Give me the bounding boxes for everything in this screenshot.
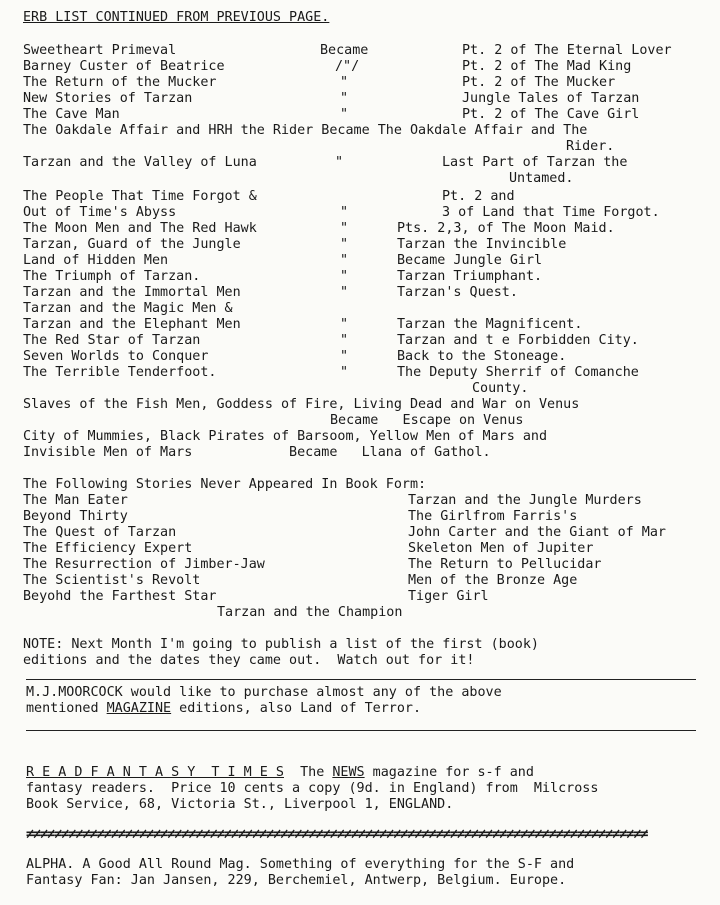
became-marker: "	[340, 333, 349, 348]
never-right-item: The Return to Pellucidar	[408, 557, 602, 572]
became-marker: "	[340, 365, 349, 380]
became-marker: Became	[320, 43, 369, 58]
moorcock-text: mentioned	[26, 701, 107, 716]
list-row	[0, 285, 720, 301]
became-marker: "	[340, 285, 349, 300]
book-title: Last Part of Tarzan the	[442, 155, 628, 170]
became-marker: "	[340, 91, 349, 106]
alpha-line-1: ALPHA. A Good All Round Mag. Something of everything for the S-F and	[26, 857, 575, 872]
news-underlined: NEWS	[332, 765, 365, 780]
book-title: Pts. 2,3, of The Moon Maid.	[397, 221, 615, 236]
book-title: Pt. 2 and	[442, 189, 515, 204]
list-row	[0, 365, 720, 381]
magazine-title: New Stories of Tarzan	[23, 91, 193, 106]
magazine-title: Land of Hidden Men	[23, 253, 169, 268]
magazine-title: Sweetheart Primeval	[23, 43, 177, 58]
page-heading: ERB LIST CONTINUED FROM PREVIOUS PAGE.	[23, 10, 330, 25]
never-right-item: Men of the Bronze Age	[408, 573, 578, 588]
oakdale-line-2: Rider.	[566, 139, 615, 154]
list-row	[0, 43, 720, 59]
typed-divider: ≠≠≠≠≠≠≠≠≠≠≠≠≠≠≠≠≠≠≠≠≠≠≠≠≠≠≠≠≠≠≠≠≠≠≠≠≠≠≠≠≠≠≠≠≠≠≠≠≠≠≠≠≠≠≠≠≠≠≠≠≠≠≠≠≠≠≠≠≠≠≠≠≠≠≠≠≠≠≠≠≠≠≠≠≠≠≠≠	[26, 827, 648, 842]
became-marker: "	[340, 317, 349, 332]
list-row	[0, 317, 720, 333]
never-left-item: Beyond Thirty	[23, 509, 128, 524]
county-continuation: County.	[472, 381, 529, 396]
readfantasy-text: magazine for s-f and	[364, 765, 534, 780]
list-row	[0, 91, 720, 107]
magazine-title: The Terrible Tenderfoot.	[23, 365, 217, 380]
list-row	[0, 333, 720, 349]
slaves-line-3: City of Mummies, Black Pirates of Barsoom, Yellow Men of Mars and	[23, 429, 548, 444]
never-left-item: Beyohd the Farthest Star	[23, 589, 217, 604]
book-title: Pt. 2 of The Cave Girl	[462, 107, 640, 122]
became-marker: "	[340, 237, 349, 252]
magazine-underlined: MAGAZINE	[106, 701, 172, 716]
magazine-title: Tarzan and the Magic Men &	[23, 301, 233, 316]
became-marker: "	[340, 75, 349, 90]
never-right-item: John Carter and the Giant of Mar	[408, 525, 666, 540]
book-title: Tarzan the Magnificent.	[397, 317, 583, 332]
magazine-title: Tarzan, Guard of the Jungle	[23, 237, 241, 252]
divider-rule	[26, 730, 696, 731]
list-row	[0, 301, 720, 317]
magazine-title: Out of Time's Abyss	[23, 205, 177, 220]
book-title: Became Jungle Girl	[397, 253, 543, 268]
moorcock-line-1: M.J.MOORCOCK would like to purchase almost any of the above	[26, 685, 502, 700]
list-row	[0, 269, 720, 285]
book-title: The Deputy Sherrif of Comanche	[397, 365, 639, 380]
became-marker: "	[340, 107, 349, 122]
list-row	[0, 349, 720, 365]
book-title: Pt. 2 of The Mucker	[462, 75, 616, 90]
list-row	[0, 221, 720, 237]
became-marker: /"/	[335, 59, 360, 74]
readfantasy-text: The	[283, 765, 333, 780]
alpha-line-2: Fantasy Fan: Jan Jansen, 229, Berchemiel, Antwerp, Belgium. Europe.	[26, 873, 567, 888]
never-left-item: The Quest of Tarzan	[23, 525, 177, 540]
readfantasy-title: R E A D F A N T A S Y T I M E S	[26, 765, 284, 780]
never-last-item: Tarzan and the Champion	[217, 605, 403, 620]
became-marker: "	[340, 205, 349, 220]
book-title: Tarzan and t e Forbidden City.	[397, 333, 639, 348]
book-title: Jungle Tales of Tarzan	[462, 91, 640, 106]
book-title: Tarzan's Quest.	[397, 285, 518, 300]
never-right-item: Skeleton Men of Jupiter	[408, 541, 594, 556]
became-marker: "	[340, 253, 349, 268]
never-header: The Following Stories Never Appeared In Book Form:	[23, 477, 427, 492]
list-row	[0, 107, 720, 123]
magazine-title: The Triumph of Tarzan.	[23, 269, 201, 284]
readfantasy-line-1	[26, 765, 534, 781]
magazine-title: The Cave Man	[23, 107, 120, 122]
note-line-2: editions and the dates they came out. Watch out for it!	[23, 653, 475, 668]
book-title: 3 of Land that Time Forgot.	[442, 205, 660, 220]
moorcock-text: editions, also Land of Terror.	[171, 701, 422, 716]
never-right-item: Tarzan and the Jungle Murders	[408, 493, 642, 508]
magazine-title: The Red Star of Tarzan	[23, 333, 201, 348]
book-title: Tarzan Triumphant.	[397, 269, 543, 284]
never-left-item: The Man Eater	[23, 493, 128, 508]
readfantasy-line-3: Book Service, 68, Victoria St., Liverpool 1, ENGLAND.	[26, 797, 454, 812]
never-right-item: Tiger Girl	[408, 589, 489, 604]
magazine-title: The Return of the Mucker	[23, 75, 217, 90]
slaves-line-2: Became Escape on Venus	[330, 413, 524, 428]
magazine-title: Tarzan and the Elephant Men	[23, 317, 241, 332]
slaves-line-4: Invisible Men of Mars Became Llana of Gathol.	[23, 445, 491, 460]
book-title: Pt. 2 of The Mad King	[462, 59, 632, 74]
magazine-title: Tarzan and the Valley of Luna	[23, 155, 257, 170]
readfantasy-line-2: fantasy readers. Price 10 cents a copy (9d. in England) from Milcross	[26, 781, 599, 796]
magazine-title: Tarzan and the Immortal Men	[23, 285, 241, 300]
moorcock-line-2	[26, 701, 421, 717]
list-row	[0, 253, 720, 269]
became-marker: "	[340, 221, 349, 236]
slaves-line-1: Slaves of the Fish Men, Goddess of Fire, Living Dead and War on Venus	[23, 397, 580, 412]
list-row	[0, 155, 720, 171]
became-marker: "	[340, 349, 349, 364]
list-row	[0, 59, 720, 75]
book-title: Back to the Stoneage.	[397, 349, 567, 364]
list-row	[0, 205, 720, 221]
never-left-item: The Resurrection of Jimber-Jaw	[23, 557, 265, 572]
became-marker: "	[340, 269, 349, 284]
divider-rule	[26, 679, 696, 680]
became-marker: "	[335, 155, 344, 170]
note-line-1: NOTE: Next Month I'm going to publish a list of the first (book)	[23, 637, 539, 652]
magazine-title: Barney Custer of Beatrice	[23, 59, 225, 74]
luna-continuation: Untamed.	[509, 171, 574, 186]
book-title: Tarzan the Invincible	[397, 237, 567, 252]
magazine-title: The People That Time Forgot &	[23, 189, 257, 204]
book-title: Pt. 2 of The Eternal Lover	[462, 43, 672, 58]
oakdale-line-1: The Oakdale Affair and HRH the Rider Became The Oakdale Affair and The	[23, 123, 588, 138]
magazine-title: Seven Worlds to Conquer	[23, 349, 209, 364]
never-left-item: The Scientist's Revolt	[23, 573, 201, 588]
never-left-item: The Efficiency Expert	[23, 541, 193, 556]
never-right-item: The Girlfrom Farris's	[408, 509, 578, 524]
magazine-title: The Moon Men and The Red Hawk	[23, 221, 257, 236]
list-row	[0, 189, 720, 205]
list-row	[0, 237, 720, 253]
list-row	[0, 75, 720, 91]
